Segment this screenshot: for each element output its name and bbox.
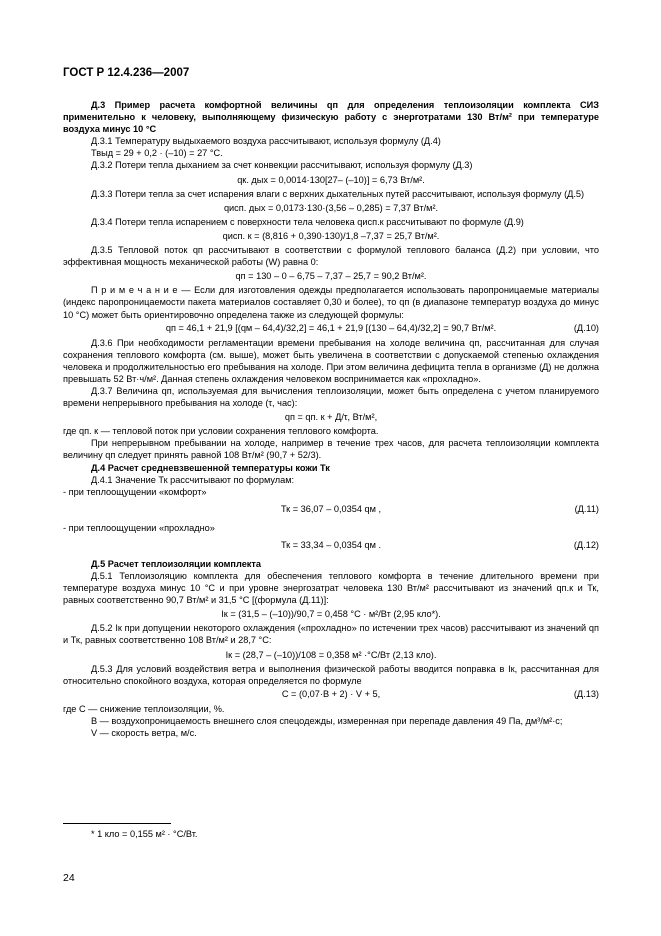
section-d5-title: Д.5 Расчет теплоизоляции комплекта <box>91 558 262 569</box>
equation-d11 <box>63 503 599 517</box>
formula-d11: Тк = 36,07 – 0,0354 qм , <box>280 503 382 514</box>
formula-heat-flow: qп = 130 – 0 – 6,75 – 7,37 – 25,7 = 90,2 Вт/м². <box>235 271 427 282</box>
formula-respiratory-evaporation: qисп. дых = 0,0173·130·(3,56 – 0,285) = 7,37 Вт/м². <box>223 202 439 213</box>
paragraph-d4-1: Д.4.1 Значение Тк рассчитывают по формулам: <box>91 474 295 485</box>
section-d4-title: Д.4 Расчет средневзвешенной температуры кожи Тк <box>91 462 330 473</box>
standard-header: ГОСТ Р 12.4.236—2007 <box>63 67 190 79</box>
equation-d13 <box>63 688 599 702</box>
equation-d10 <box>63 322 599 336</box>
note-paragraph: П р и м е ч а н и е — Если для изготовления одежды предполагается использовать паропроницаемые материалы (индекс паропроницаемости пакета материалов составляет 0,30 и более), то qп (в диапазоне температур воздуха до минус 10 °С) может быть ориентировочно определена также из следующей формулы: <box>63 285 599 320</box>
page-content <box>63 99 599 739</box>
page-number: 24 <box>63 872 75 884</box>
formula-heat-flow-time: qп = qп. к + Д/τ, Вт/м², <box>284 412 378 423</box>
formula-skin-evaporation: qисп. к = (8,816 + 0,390·130)/1,8 –7,37 = 25,7 Вт/м². <box>222 230 440 241</box>
formula-d12: Тк = 33,34 – 0,0354 qм . <box>280 539 382 550</box>
paragraph-d3-2: Д.3.2 Потери тепла дыханием за счет конвекции рассчитывают, используя формулу (Д.3) <box>91 160 473 171</box>
footnote: * 1 кло = 0,155 м² · °С/Вт. <box>91 829 198 839</box>
formula-convection-loss: qк. дых = 0,0014·130[27– (–10)] = 6,73 Вт/м². <box>237 174 425 185</box>
paragraph-d5-3: Д.5.3 Для условий воздействия ветра и выполнения физической работы вводится поправка в Iк, рассчитанная для относительно спокойного воздуха, которая определяется по формуле <box>63 663 599 686</box>
equation-d12 <box>63 539 599 553</box>
section-d3-title: Д.3 Пример расчета комфортной величины qп для определения теплоизоляции комплекта СИЗ применительно к человеку, выполняющему физическую работу с энерготратами 130 Вт/м² при температуре воздуха минус 10 °С <box>63 100 599 135</box>
formula-d13: С = (0,07·В + 2) · V + 5, <box>281 688 381 699</box>
paragraph-d3-4: Д.3.4 Потери тепла испарением с поверхности тела человека qисп.к рассчитывают по формуле (Д.9) <box>91 216 524 227</box>
where-c-definition: где С — снижение теплоизоляции, %. <box>63 703 225 714</box>
equation-number-d10: (Д.10) <box>573 322 599 333</box>
formula-insulation-cool: Iк = (28,7 – (–10))/108 = 0,358 м² ·°С/Вт (2,13 кло). <box>225 649 437 660</box>
list-item-comfort: - при теплоощущении «комфорт» <box>63 486 207 497</box>
paragraph-d3-1: Д.3.1 Температуру выдыхаемого воздуха рассчитывают, используя формулу (Д.4) <box>91 136 441 147</box>
equation-number-d13: (Д.13) <box>573 688 599 699</box>
paragraph-d3-6: Д.3.6 При необходимости регламентации времени пребывания на холоде величина qп, рассчитанная для случая сохранения теплового комфорта (см. выше), может быть увеличена в соответствии с допускаемой степенью охлаждения человека и продолжительностью его пребывания на холоде. При этом величина дефицита тепла в организме (Д) не должна превышать 52 Вт·ч/м². Данная степень охлаждения человеком воспринимается как «прохладно». <box>63 337 599 384</box>
paragraph-continuous-stay: При непрерывном пребывании на холоде, например в течение трех часов, для расчета теплоизоляции комплекта величину qп следует принять равной 108 Вт/м² (90,7 + 52/3). <box>63 438 599 461</box>
paragraph-d3-5: Д.3.5 Тепловой поток qп рассчитывают в соответствии с формулой теплового баланса (Д.2) при условии, что эффективная мощность механической работы (W) равна 0: <box>63 245 599 268</box>
paragraph-d3-3: Д.3.3 Потери тепла за счет испарения влаги с верхних дыхательных путей рассчитывают, используя формулу (Д.5) <box>91 188 585 199</box>
where-v-definition: V — скорость ветра, м/с. <box>91 728 197 739</box>
paragraph-d3-7: Д.3.7 Величина qп, используемая для вычисления теплоизоляции, может быть определена с учетом планируемого времени непрерывного пребывания на холоде (τ, час): <box>63 385 599 409</box>
formula-exhaled-temp: Твыд = 29 + 0,2 · (–10) = 27 °С. <box>91 148 223 159</box>
list-item-cool: - при теплоощущении «прохладно» <box>63 522 215 533</box>
formula-d10: qп = 46,1 + 21,9 [(qм – 64,4)/32,2] = 46,1 + 21,9 [(130 – 64,4)/32,2] = 90,7 Вт/м². <box>165 322 497 333</box>
footnote-divider <box>63 823 171 824</box>
paragraph-where-qpk: где qп. к — тепловой поток при условии сохранения теплового комфорта. <box>63 426 379 437</box>
equation-number-d11: (Д.11) <box>574 503 599 514</box>
formula-insulation-comfort: Iк = (31,5 – (–10))/90,7 = 0,458 °С · м²/Вт (2,95 кло*). <box>221 609 441 620</box>
where-b-definition: В — воздухопроницаемость внешнего слоя спецодежды, измеренная при перепаде давления 49 Па, дм³/м²·с; <box>91 715 563 726</box>
equation-number-d12: (Д.12) <box>573 539 599 550</box>
paragraph-d5-1: Д.5.1 Теплоизоляцию комплекта для обеспечения теплового комфорта в течение длительного времени при температуре воздуха минус 10 °С и при уровне энергозатрат человека 130 Вт/м² рассчитывают из значений qп.к и Тк, равных соответственно 90,7 Вт/м² и 31,5 °С [(формула (Д.11)]: <box>63 571 599 606</box>
paragraph-d5-2: Д.5.2 Iк при допущении некоторого охлаждения («прохладно» по истечении трех часов) рассчитывают из значений qп и Тк, равных соответственно 108 Вт/м² и 28,7 °С: <box>63 623 599 646</box>
